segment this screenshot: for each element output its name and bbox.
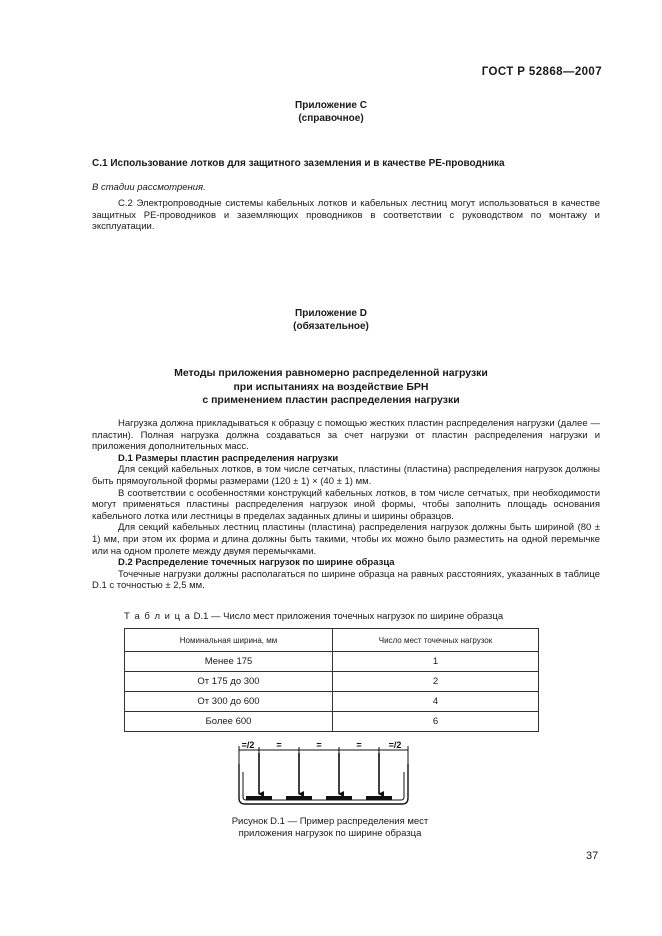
section-d1-heading: D.1 Размеры пластин распределения нагрузки bbox=[118, 452, 339, 464]
paragraph-d1-3: Для секций кабельных лестниц пластины (пластина) распределения нагрузок должны быть шириной (80 ± 1) мм, при этом их форма и длина должны быть такими, чтобы их можно было разместить на одной перемычке или на одном пролете между двумя перемычками. bbox=[92, 522, 600, 557]
table-cell-width: Менее 175 bbox=[125, 652, 333, 672]
load-plate bbox=[326, 796, 352, 800]
dim-label-equal: = bbox=[276, 740, 282, 750]
table-row bbox=[125, 652, 539, 672]
table-row bbox=[125, 712, 539, 732]
table-cell-count: 2 bbox=[333, 672, 539, 692]
table-cell-count: 1 bbox=[333, 652, 539, 672]
paragraph-d1-2: В соответствии с особенностями конструкций кабельных лотков, в том числе сетчатых, при необходимости могут применяться пластины распределения нагрузок иной формы, чтобы заполнить площадь основания кабельного лотка или лестницы в пределах заданных длины и ширины образцов. bbox=[92, 487, 600, 522]
table-header-count: Число мест точечных нагрузок bbox=[333, 629, 539, 652]
paragraph-intro: Нагрузка должна прикладываться к образцу с помощью жестких пластин распределения нагрузки (далее — пластин). Полная нагрузка должна создаваться за счет нагрузки от пластин распределения нагрузки и приложения дополнительных масс. bbox=[92, 418, 600, 453]
table-d1 bbox=[124, 628, 539, 732]
appendix-d-heading bbox=[0, 307, 662, 333]
main-title-line-2: при испытаниях на воздействие БРН bbox=[233, 380, 429, 393]
section-d2-heading: D.2 Распределение точечных нагрузок по ширине образца bbox=[118, 557, 395, 569]
appendix-d-body bbox=[92, 418, 600, 592]
paragraph-c2: С.2 Электропроводные системы кабельных лотков и кабельных лестниц могут использоваться в качестве защитных РЕ-проводников и заземляющих проводников в соответствии с руководством по монтажу и эксплуатации. bbox=[92, 198, 600, 233]
table-header-row bbox=[125, 629, 539, 652]
appendix-c-subtitle: (справочное) bbox=[298, 113, 364, 124]
table-header-width: Номинальная ширина, мм bbox=[125, 629, 333, 652]
figure-caption-line-2: приложения нагрузок по ширине образца bbox=[238, 828, 422, 839]
appendix-c-title: Приложение С bbox=[295, 100, 367, 111]
table-cell-count: 6 bbox=[333, 712, 539, 732]
load-plate bbox=[366, 796, 392, 800]
table-caption bbox=[124, 611, 503, 622]
appendix-d-subtitle: (обязательное) bbox=[293, 321, 369, 332]
page-number: 37 bbox=[586, 850, 599, 862]
main-title-line-1: Методы приложения равномерно распределенной нагрузки bbox=[174, 367, 488, 379]
load-plates bbox=[246, 796, 392, 800]
load-arrows bbox=[259, 753, 379, 794]
table-cell-width: Более 600 bbox=[125, 712, 333, 732]
paragraph-d2-1: Точечные нагрузки должны располагаться по ширине образца на равных расстояниях, указанных в таблице D.1 с точностью ± 2,5 мм. bbox=[92, 568, 600, 592]
appendix-d-main-title bbox=[0, 367, 662, 408]
table-cell-width: От 175 до 300 bbox=[125, 672, 333, 692]
load-plate bbox=[286, 796, 312, 800]
paragraph-d1-1: Для секций кабельных лотков, в том числе сетчатых, пластины (пластина) распределения нагрузок должны быть прямоугольной формы размерами (120 ± 1) × (40 ± 1) мм. bbox=[92, 464, 600, 487]
table-row bbox=[125, 672, 539, 692]
section-c1-heading: С.1 Использование лотков для защитного заземления и в качестве РЕ-проводника bbox=[92, 158, 505, 169]
figure-caption-line-1: Рисунок D.1 — Пример распределения мест bbox=[231, 816, 429, 827]
document-header: ГОСТ Р 52868—2007 bbox=[481, 66, 602, 78]
tray-inner-section bbox=[243, 772, 404, 800]
section-c1-status: В стадии рассмотрения. bbox=[92, 182, 206, 193]
figure-load-distribution bbox=[234, 738, 414, 810]
table-cell-count: 4 bbox=[333, 692, 539, 712]
appendix-c-heading bbox=[0, 99, 662, 125]
dim-label-half-left: =/2 bbox=[241, 740, 255, 750]
load-plate bbox=[246, 796, 272, 800]
dim-label-equal: = bbox=[356, 740, 362, 750]
table-cell-width: От 300 до 600 bbox=[125, 692, 333, 712]
table-caption-text: D.1 — Число мест приложения точечных нагрузок по ширине образца bbox=[193, 611, 504, 622]
appendix-d-title: Приложение D bbox=[295, 308, 367, 319]
table-caption-prefix: Т а б л и ц а bbox=[124, 611, 191, 622]
figure-caption bbox=[200, 816, 460, 840]
dim-label-equal: = bbox=[316, 740, 322, 750]
main-title-line-3: с применением пластин распределения нагрузки bbox=[202, 394, 460, 406]
dim-label-half-right: =/2 bbox=[388, 740, 402, 750]
dimension-line bbox=[239, 746, 408, 764]
table-row bbox=[125, 692, 539, 712]
